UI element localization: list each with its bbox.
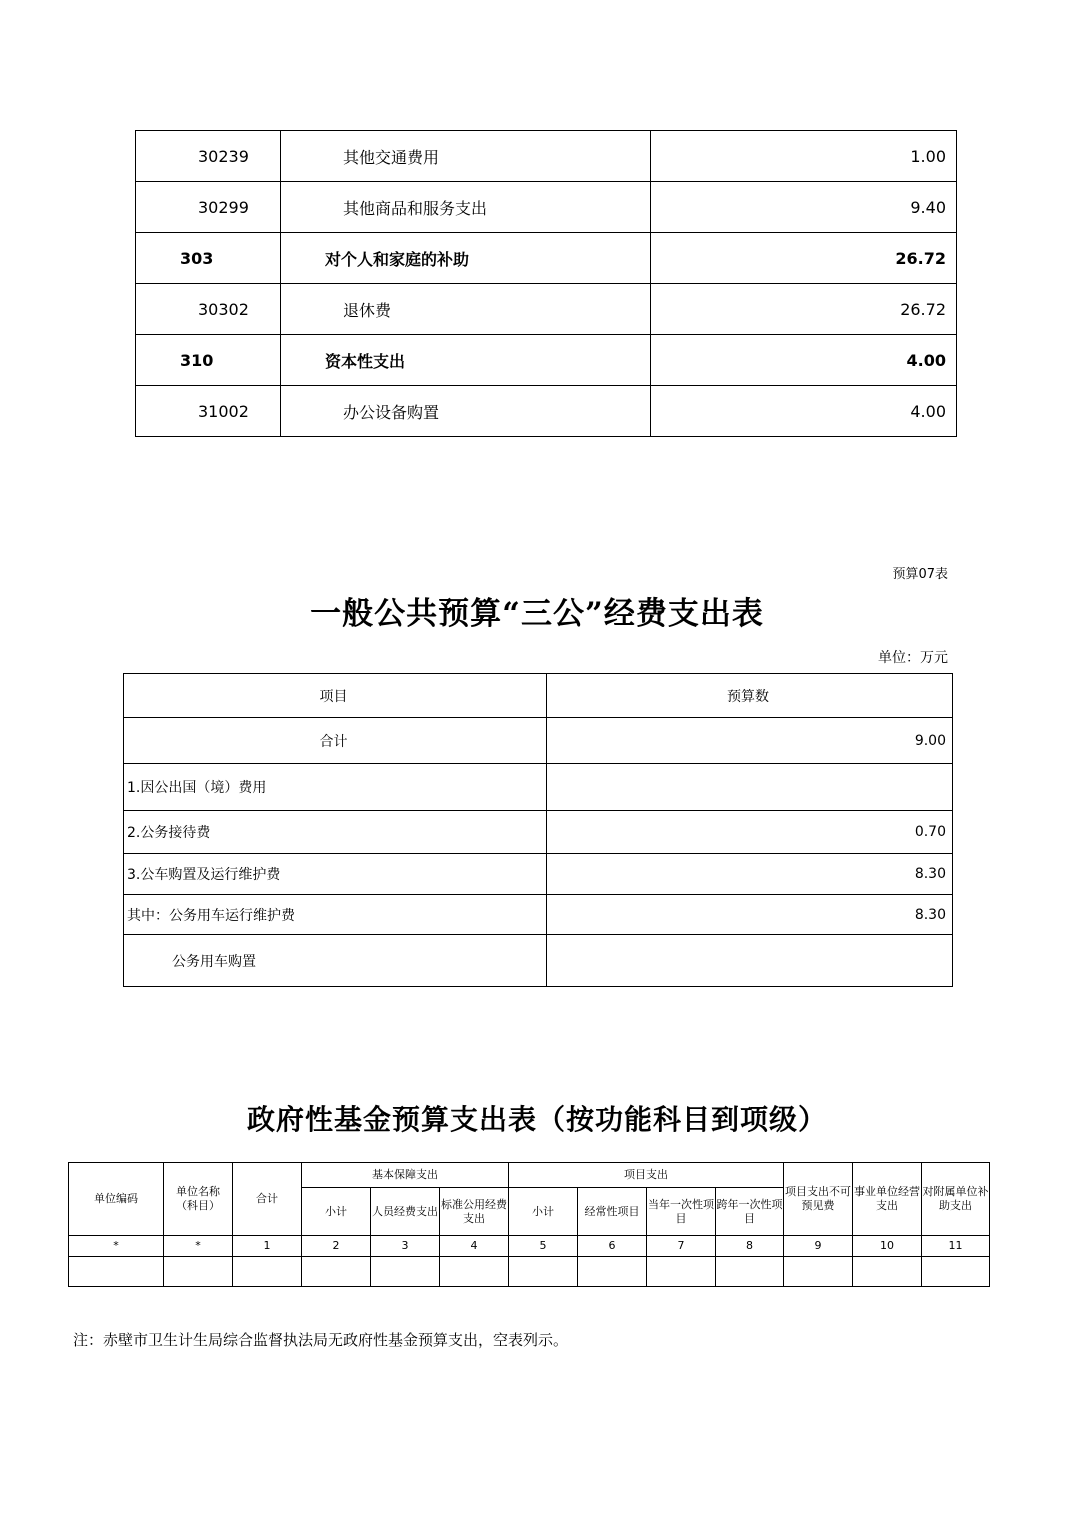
- row-amount: 26.72: [651, 233, 957, 284]
- header-total: 合计: [233, 1163, 302, 1236]
- sangong-row: [124, 854, 953, 895]
- footnote: 注：赤壁市卫生计生局综合监督执法局无政府性基金预算支出，空表列示。: [73, 1331, 569, 1349]
- header-basic-sub: 小计: [302, 1188, 371, 1236]
- index-cell: 11: [922, 1236, 990, 1257]
- empty-cell: [509, 1257, 578, 1287]
- index-cell: *: [69, 1236, 164, 1257]
- index-cell: 9: [784, 1236, 853, 1257]
- header-project-sub: 经常性项目: [578, 1188, 647, 1236]
- row-item: 3.公车购置及运行维护费: [124, 854, 547, 895]
- row-code: 30239: [136, 131, 281, 182]
- empty-cell: [69, 1257, 164, 1287]
- row-item: 合计: [124, 718, 547, 764]
- index-cell: 5: [509, 1236, 578, 1257]
- row-item: 公务用车购置: [124, 935, 547, 987]
- sangong-table: [123, 673, 953, 987]
- row-amount: 4.00: [651, 335, 957, 386]
- row-item: 1.因公出国（境）费用: [124, 764, 547, 811]
- row-amount: [547, 935, 953, 987]
- row-amount: 8.30: [547, 854, 953, 895]
- fund-index-row: [69, 1236, 990, 1257]
- row-name: 其他交通费用: [281, 131, 651, 182]
- header-unit-code: 单位编码: [69, 1163, 164, 1236]
- header-item: 项目: [124, 674, 547, 718]
- row-item: 2.公务接待费: [124, 811, 547, 854]
- header-subsidy: 对附属单位补助支出: [922, 1163, 990, 1236]
- header-basic-sub: 人员经费支出: [371, 1188, 440, 1236]
- empty-cell: [647, 1257, 716, 1287]
- header-project-sub: 小计: [509, 1188, 578, 1236]
- row-amount: 9.00: [547, 718, 953, 764]
- row-code: 30302: [136, 284, 281, 335]
- empty-cell: [371, 1257, 440, 1287]
- index-cell: 8: [716, 1236, 784, 1257]
- unit-label: 单位：万元: [878, 650, 948, 666]
- expense-detail-body: [136, 131, 957, 437]
- row-amount: 4.00: [651, 386, 957, 437]
- row-amount: [547, 764, 953, 811]
- index-cell: *: [164, 1236, 233, 1257]
- fund-empty-row: [69, 1257, 990, 1287]
- row-amount: 1.00: [651, 131, 957, 182]
- sangong-row: [124, 764, 953, 811]
- sangong-row: [124, 811, 953, 854]
- index-cell: 2: [302, 1236, 371, 1257]
- row-code: 303: [136, 233, 281, 284]
- expense-detail-table: [135, 130, 957, 437]
- empty-cell: [853, 1257, 922, 1287]
- sangong-header-row: [124, 674, 953, 718]
- row-amount: 0.70: [547, 811, 953, 854]
- sangong-row: [124, 895, 953, 935]
- row-name: 其他商品和服务支出: [281, 182, 651, 233]
- fund-header-row: [69, 1163, 990, 1188]
- empty-cell: [164, 1257, 233, 1287]
- index-cell: 4: [440, 1236, 509, 1257]
- header-project-sub: 当年一次性项目: [647, 1188, 716, 1236]
- sangong-row: [124, 718, 953, 764]
- row-name: 对个人和家庭的补助: [281, 233, 651, 284]
- row-name: 退休费: [281, 284, 651, 335]
- header-basic-sub: 标准公用经费支出: [440, 1188, 509, 1236]
- sangong-row: [124, 935, 953, 987]
- expense-row: [136, 233, 957, 284]
- row-item: 其中：公务用车运行维护费: [124, 895, 547, 935]
- index-cell: 6: [578, 1236, 647, 1257]
- header-basic: 基本保障支出: [302, 1163, 509, 1188]
- row-name: 办公设备购置: [281, 386, 651, 437]
- empty-cell: [440, 1257, 509, 1287]
- expense-row: [136, 386, 957, 437]
- header-project: 项目支出: [509, 1163, 784, 1188]
- row-code: 310: [136, 335, 281, 386]
- row-code: 30299: [136, 182, 281, 233]
- header-project-sub: 跨年一次性项目: [716, 1188, 784, 1236]
- expense-row: [136, 335, 957, 386]
- header-unit-name: 单位名称（科目）: [164, 1163, 233, 1236]
- row-amount: 9.40: [651, 182, 957, 233]
- empty-cell: [922, 1257, 990, 1287]
- index-cell: 1: [233, 1236, 302, 1257]
- expense-row: [136, 182, 957, 233]
- index-cell: 7: [647, 1236, 716, 1257]
- index-cell: 3: [371, 1236, 440, 1257]
- form-number: 预算07表: [892, 567, 948, 582]
- expense-row: [136, 131, 957, 182]
- expense-row: [136, 284, 957, 335]
- empty-cell: [302, 1257, 371, 1287]
- empty-cell: [716, 1257, 784, 1287]
- fund-title: 政府性基金预算支出表（按功能科目到项级）: [246, 1103, 827, 1136]
- fund-table: [68, 1162, 990, 1287]
- header-budget: 预算数: [547, 674, 953, 718]
- empty-cell: [578, 1257, 647, 1287]
- header-business: 事业单位经营支出: [853, 1163, 922, 1236]
- row-amount: 26.72: [651, 284, 957, 335]
- header-unforeseen: 项目支出不可预见费: [784, 1163, 853, 1236]
- row-code: 31002: [136, 386, 281, 437]
- sangong-title: 一般公共预算“三公”经费支出表: [310, 596, 764, 632]
- row-name: 资本性支出: [281, 335, 651, 386]
- empty-cell: [233, 1257, 302, 1287]
- row-amount: 8.30: [547, 895, 953, 935]
- empty-cell: [784, 1257, 853, 1287]
- index-cell: 10: [853, 1236, 922, 1257]
